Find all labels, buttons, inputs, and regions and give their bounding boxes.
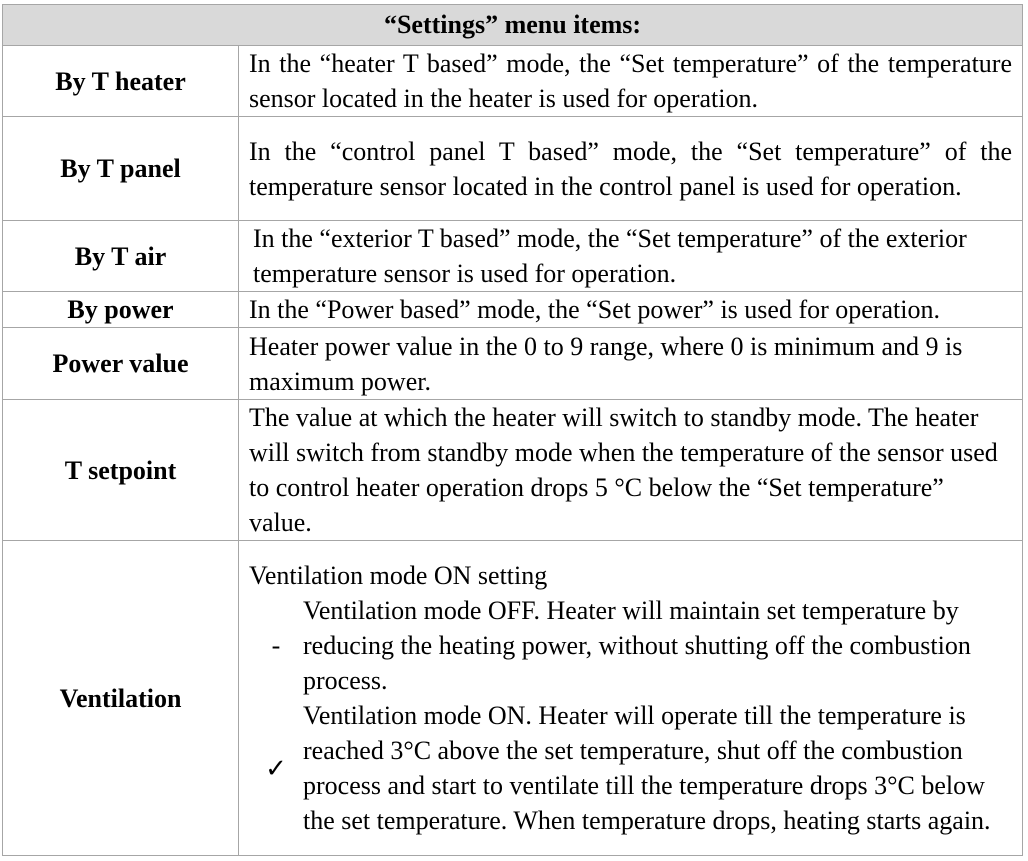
setting-description: In the “control panel T based” mode, the “Set temperature” of the temperature sensor located in the control panel is used for operation. xyxy=(239,117,1023,221)
setting-description xyxy=(239,541,1023,856)
setting-description: Heater power value in the 0 to 9 range, where 0 is minimum and 9 is maximum power. xyxy=(239,328,1023,400)
setting-description: The value at which the heater will switch to standby mode. The heater will switch from standby mode when the temperature of the sensor used to control heater operation drops 5 °C below the “Set temperature” value. xyxy=(239,400,1023,541)
checkmark-icon: ✓ xyxy=(265,753,287,783)
setting-name: Ventilation xyxy=(3,541,239,856)
setting-name: By power xyxy=(3,292,239,328)
ventilation-option-off xyxy=(249,593,1012,698)
setting-name: T setpoint xyxy=(3,400,239,541)
table-row xyxy=(3,328,1023,400)
table-header-row xyxy=(3,5,1023,46)
setting-name: By T panel xyxy=(3,117,239,221)
setting-name: By T air xyxy=(3,221,239,292)
setting-name: Power value xyxy=(3,328,239,400)
settings-menu-table xyxy=(2,4,1023,856)
ventilation-intro: Ventilation mode ON setting xyxy=(249,561,548,590)
ventilation-option-on xyxy=(249,698,1012,838)
option-text: Ventilation mode ON. Heater will operate till the temperature is reached 3°C above the set temperature, shut off the combustion process and start to ventilate till the temperature drops 3°C below the set temperature. When temperature drops, heating starts again. xyxy=(303,701,991,835)
setting-description: In the “exterior T based” mode, the “Set temperature” of the exterior temperature sensor is used for operation. xyxy=(239,221,1023,292)
table-row xyxy=(3,541,1023,856)
setting-name: By T heater xyxy=(3,46,239,117)
table-row xyxy=(3,400,1023,541)
table-row xyxy=(3,221,1023,292)
dash-icon: - xyxy=(271,631,281,660)
table-row xyxy=(3,292,1023,328)
table-row xyxy=(3,117,1023,221)
setting-description: In the “Power based” mode, the “Set power” is used for operation. xyxy=(239,292,1023,328)
table-row xyxy=(3,46,1023,117)
table-title: “Settings” menu items: xyxy=(3,5,1023,46)
setting-description: In the “heater T based” mode, the “Set temperature” of the temperature sensor located in the heater is used for operation. xyxy=(239,46,1023,117)
option-text: Ventilation mode OFF. Heater will maintain set temperature by reducing the heating power, without shutting off the combustion process. xyxy=(303,596,971,695)
